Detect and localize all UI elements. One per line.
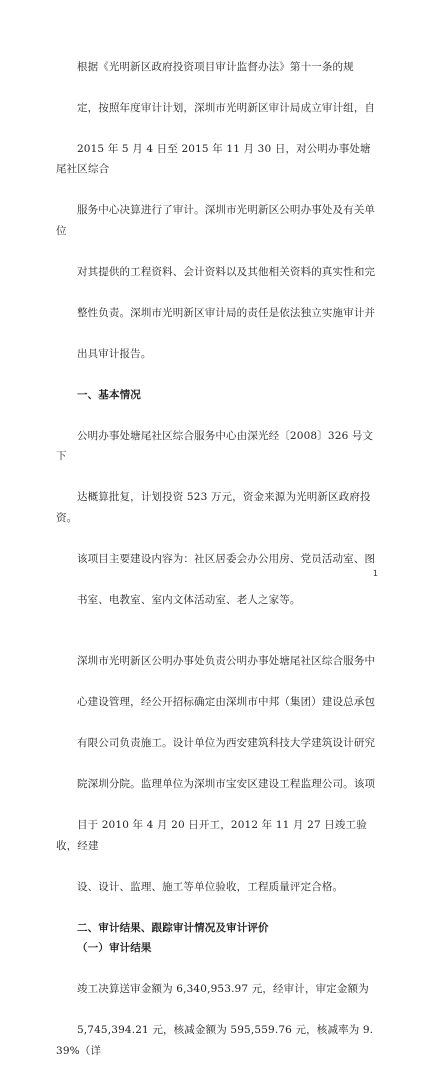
- management-line-2: 心建设管理，经公开招标确定由深圳市中邦（集团）建设总承包: [76, 696, 376, 708]
- audit-result-line-1: 竣工决算送审金额为 6,340,953.97 元，经审计，审定金额为: [76, 983, 369, 995]
- intro-line-3: 2015 年 5 月 4 日至 2015 年 11 月 30 日，对公明办事处塘尾社区综合: [56, 142, 371, 175]
- management-line-5: 目于 2010 年 4 月 20 日开工，2012 年 11 月 27 日竣工验收，经建: [56, 819, 367, 852]
- intro-line-4: 服务中心决算进行了审计。深圳市光明新区公明办事处及有关单位: [56, 204, 376, 237]
- audit-result-line-2: 5,745,394.21 元，核减金额为 595,559.76 元，核减率为 9.39%（详: [56, 1024, 374, 1057]
- intro-line-6: 整性负责。深圳市光明新区审计局的责任是依法独立实施审计并: [76, 306, 376, 319]
- intro-line-2: 定，按照年度审计计划，深圳市光明新区审计局成立审计组，自: [76, 101, 376, 114]
- management-line-6: 设、设计、监理、施工等单位验收，工程质量评定合格。: [76, 880, 344, 893]
- basic-info-line-1: 公明办事处塘尾社区综合服务中心由深光经〔2008〕326 号文下: [56, 429, 374, 462]
- management-line-1: 深圳市光明新区公明办事处负责公明办事处塘尾社区综合服务中: [76, 655, 376, 667]
- basic-info-line-2: 达概算批复，计划投资 523 万元，资金来源为光明新区政府投资。: [56, 491, 371, 524]
- basic-info-line-3: 该项目主要建设内容为：社区居委会办公用房、党员活动室、图: [76, 552, 376, 565]
- page-number: 1: [372, 569, 378, 578]
- management-line-4: 院深圳分院。监理单位为深圳市宝安区建设工程监理公司。该项: [76, 778, 376, 790]
- intro-line-7: 出具审计报告。: [76, 347, 152, 360]
- intro-paragraph: [56, 36, 376, 385]
- intro-line-5: 对其提供的工程资料、会计资料以及其他相关资料的真实性和完: [76, 265, 376, 278]
- subsection-heading-audit-result: （一）审计结果: [77, 942, 152, 954]
- section-heading-audit-results: 二、审计结果、跟踪审计情况及审计评价: [77, 921, 269, 934]
- audit-result-paragraph: [56, 959, 376, 1082]
- basic-info-paragraph-2: [56, 631, 376, 918]
- basic-info-paragraph-1: [56, 405, 376, 631]
- section-heading-basic-info: 一、基本情况: [77, 388, 141, 401]
- document-body: [56, 36, 376, 1082]
- intro-line-1: 根据《光明新区政府投资项目审计监督办法》第十一条的规: [76, 60, 354, 73]
- management-line-3: 有限公司负责施工。设计单位为西安建筑科技大学建筑设计研究: [76, 737, 376, 749]
- basic-info-line-4: 书室、电教室、室内文体活动室、老人之家等。: [76, 593, 301, 606]
